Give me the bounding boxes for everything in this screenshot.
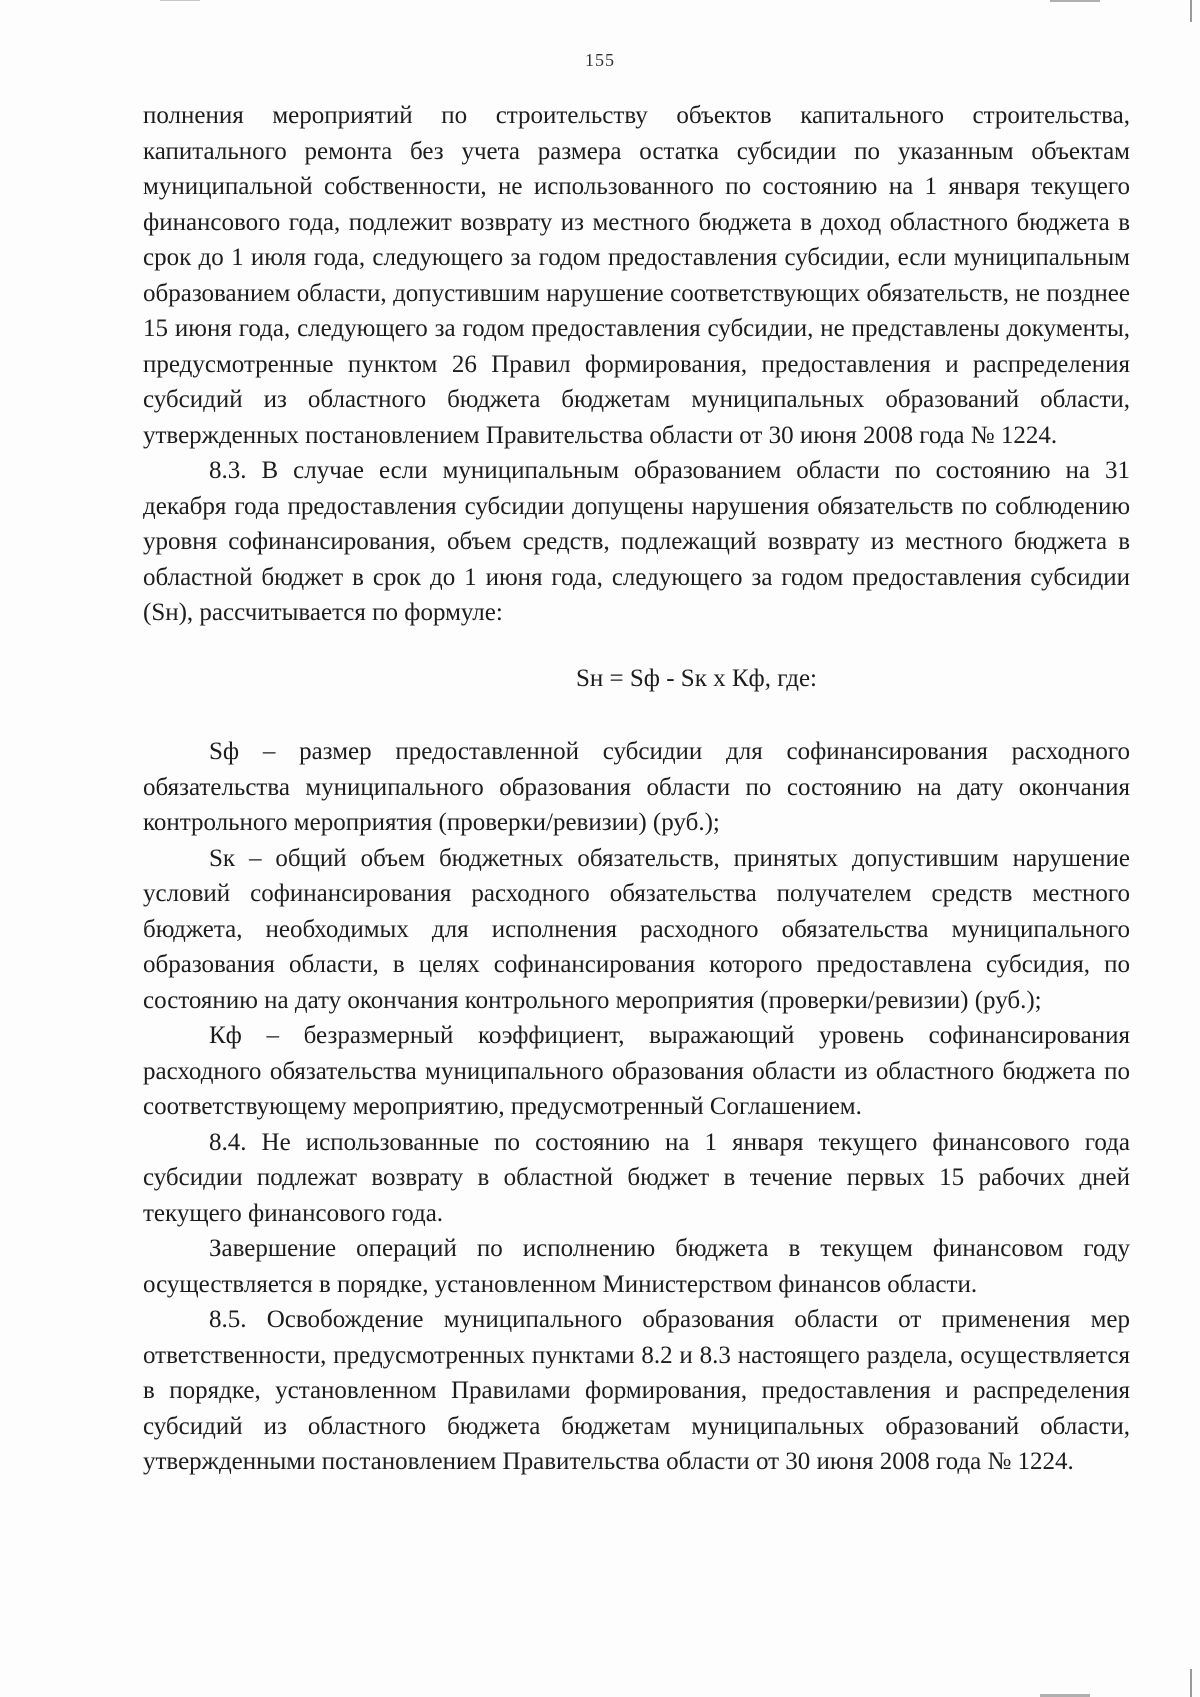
document-body: [143, 98, 1130, 1480]
section-8-5: 8.5. Освобождение муниципального образования области от применения мер ответственности, предусмотренных пунктами 8.2 и 8.3 настоящего раздела, осуществляется в порядке, установленном Правилами формирования, предоставления и распределения субсидий из областного бюджета бюджетам муниципальных образований области, утвержденными постановлением Правительства области от 30 июня 2008 года № 1224.: [143, 1306, 1130, 1475]
definition-sf: Sф – размер предоставленной субсидии для софинансирования расходного обязательства муниципального образования области по состоянию на дату окончания контрольного мероприятия (проверки/ревизии) (руб.);: [143, 738, 1130, 836]
scan-edge-mark: [1050, 0, 1100, 2]
section-8-4: 8.4. Не использованные по состоянию на 1 января текущего финансового года субсидии подлежат возврату в областной бюджет в течение первых 15 рабочих дней текущего финансового года.: [143, 1128, 1130, 1227]
scan-edge-mark: [1190, 1669, 1192, 1697]
definition-sk: Sк – общий объем бюджетных обязательств, принятых допустившим нарушение условий софинансирования расходного обязательства получателем средств местного бюджета, необходимых для исполнения расходного обязательства муниципального образования области, в целях софинансирования которого предоставлена субсидия, по состоянию на дату окончания контрольного мероприятия (проверки/ревизии) (руб.);: [143, 844, 1130, 1014]
paragraph: полнения мероприятий по строительству объектов капитального строительства, капитального ремонта без учета размера остатка субсидии по указанным объектам муниципальной собственности, не использованного по состоянию на 1 января текущего финансового года, подлежит возврату из местного бюджета в доход областного бюджета в срок до 1 июля года, следующего за годом предоставления субсидии, если муниципальным образованием области, допустившим нарушение соответствующих обязательств, не позднее 15 июня года, следующего за годом предоставления субсидии, не представлены документы, предусмотренные пунктом 26 Правил формирования, предоставления и распределения субсидий из областного бюджета бюджетам муниципальных образований области, утвержденных постановлением Правительства области от 30 июня 2008 года № 1224.: [143, 102, 1130, 449]
paragraph: Завершение операций по исполнению бюджета в текущем финансовом году осуществляется в порядке, установленном Министерством финансов области.: [143, 1235, 1130, 1298]
page-number: 155: [585, 50, 615, 70]
definition-kf: Кф – безразмерный коэффициент, выражающий уровень софинансирования расходного обязательства муниципального образования области из областного бюджета по соответствующему мероприятию, предусмотренный Соглашением.: [143, 1022, 1130, 1120]
scan-edge-mark: [160, 0, 200, 1]
formula: Sн = Sф - Sк x Кф, где:: [575, 664, 817, 692]
paragraph: 8.3. В случае если муниципальным образованием области по состоянию на 31 декабря года предоставления субсидии допущены нарушения обязательств по соблюдению уровня софинансирования, объем средств, подлежащий возврату из местного бюджета в областной бюджет в срок до 1 июня года, следующего за годом предоставления субсидии (Sн), рассчитывается по формуле:: [143, 457, 1130, 626]
scan-edge-mark: [1190, 0, 1192, 22]
